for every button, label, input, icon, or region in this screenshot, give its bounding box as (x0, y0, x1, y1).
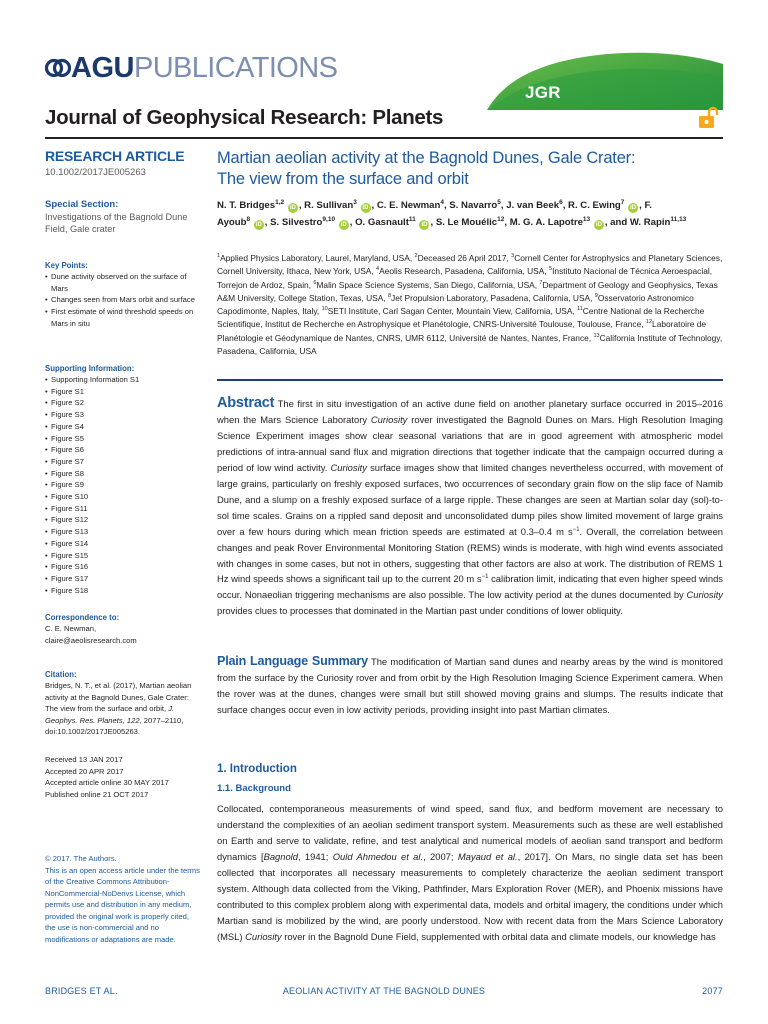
author (568, 200, 639, 211)
dates-block (45, 754, 201, 800)
affiliation-number: 11 (577, 306, 583, 313)
background-heading: 1.1. Background (217, 783, 291, 794)
text-segment: Curiosity (686, 589, 723, 601)
author (610, 217, 686, 228)
affiliation-number: 5 (549, 266, 553, 273)
article-title: Martian aeolian activity at the Bagnold Dunes, Gale Crater: The view from the surface and orbit (217, 149, 636, 188)
affiliation-text: Instituto Nacional de Técnica Aeroespacial, Torrejon de Ardoz, Spain, (217, 266, 713, 290)
text-segment: , 2007; (423, 850, 458, 862)
author-name: C. E. Newman (376, 200, 441, 211)
affiliation-text: Cornell Center for Astrophysics and Planetary Sciences, Cornell University, Ithaca, New York, USA, (217, 253, 723, 277)
author-name: F. Ayoub (217, 200, 652, 228)
affiliation-text: Applied Physics Laboratory, Laurel, Maryland, USA, (220, 253, 415, 263)
article-type: RESEARCH ARTICLE (45, 148, 185, 164)
correspondence-email[interactable]: claire@aeolisresearch.com (45, 635, 137, 645)
author-name: S. Silvestro (270, 216, 323, 228)
license-text[interactable]: This is an open access article under the terms of the Creative Commons Attribution-NonCommercial-NoDerivs License, which permits use and distribution in any medium, provided the original work is properly cited, the use is non-commercial and no modifications or adaptations are made. (45, 865, 200, 944)
correspondence-heading: Correspondence to: (45, 613, 120, 622)
affiliation-text: Malin Space Science Systems, San Diego, California, USA, (316, 279, 540, 290)
footer-running-title: AEOLIAN ACTIVITY AT THE BAGNOLD DUNES (282, 986, 486, 996)
abstract-body (217, 398, 723, 616)
footer-authors: BRIDGES ET AL. (45, 986, 118, 996)
author-affiliation-number: 5 (497, 198, 501, 206)
article-doi[interactable]: 10.1002/2017JE005263 (45, 167, 146, 178)
supporting-item[interactable]: • Supporting Information S1 (45, 374, 201, 386)
author-affiliation-number: 13 (582, 215, 591, 223)
text-segment: −1 (572, 526, 580, 533)
orcid-icon[interactable]: iD (630, 205, 637, 211)
key-point: • Dune activity observed on the surface of Mars (45, 271, 201, 294)
orcid-icon[interactable]: iD (595, 221, 602, 228)
author (270, 217, 350, 228)
supporting-item[interactable]: • Figure S17 (45, 573, 201, 585)
affiliation-number: 2 (414, 253, 418, 260)
special-section-text: Investigations of the Bagnold Dune Field, Gale crater (45, 212, 188, 234)
orcid-icon[interactable]: iD (255, 221, 262, 228)
supporting-item[interactable]: • Figure S9 (45, 479, 201, 491)
affiliation-text: Jet Propulsion Laboratory, Pasadena, California, USA, (391, 292, 595, 303)
author (510, 217, 605, 228)
author-affiliation-number: 6 (559, 198, 563, 206)
citation-block (45, 669, 201, 738)
correspondence-block (45, 612, 201, 646)
copyright: © 2017. The Authors. (45, 854, 117, 863)
key-point: • First estimate of wind threshold speeds on Mars in situ (45, 306, 201, 329)
affiliation-number: 12 (645, 319, 653, 326)
author-name: S. Le Mouélic (435, 216, 498, 228)
accepted-date: Accepted 20 APR 2017 (45, 766, 124, 776)
received-date: Received 13 JAN 2017 (45, 755, 123, 764)
introduction-heading: 1. Introduction (217, 763, 297, 775)
affiliation-text: Laboratoire de Planétologie et Géodynamique de Nantes, CNRS, UMR 6112, Université de Nantes, Nantes, France, (217, 319, 707, 343)
text-segment: Curiosity (370, 413, 408, 425)
text-segment: Mayaud et al. (457, 850, 518, 862)
page-number: 2077 (702, 986, 723, 996)
author-affiliation-number: 9,10 (322, 215, 336, 223)
text-segment: . Overall, the correlation between changes and peak Rover Environmental Monitoring Station (REMS) winds is moderate, with high wind events associated with changes in some cases, but not in others, suggesting that other factors are also at work. The distribution of REMS 1 Hz wind speeds shows a significant tail up to the current 20 m s (217, 525, 723, 585)
supporting-item[interactable]: • Figure S10 (45, 491, 201, 503)
author-name: R. C. Ewing (568, 200, 621, 211)
citation-heading: Citation: (45, 670, 77, 679)
author-affiliation-number: 4 (440, 198, 444, 206)
affiliation-number: 9 (594, 293, 598, 300)
supporting-item[interactable]: • Figure S14 (45, 538, 201, 550)
journal-title: Journal of Geophysical Research: Planets (45, 106, 444, 129)
special-section-block (45, 199, 201, 235)
author-list: N. T. Bridges$^{1,2}$ iD , R. Sullivan$^3$ iD , C. E. Newman$^4$, S. Navarro$^5$, J. van Beek$^6$, R. C. Ewing$^7$ iD , F. Ayoub$^8$ iD , S. Silvestro$^{9,10}$ iD , O. Gasnault$^{11}$ iD , S. Le Mouélic$^{12}$, M. G. A. Lapotre$^{13}$ iD , and W. Rapin$^{11,13}$ (217, 198, 687, 228)
supporting-item[interactable]: • Figure S2 (45, 397, 201, 409)
jgr-label: JGR (525, 83, 561, 102)
author-name: S. Navarro (449, 200, 498, 211)
author-name: R. Sullivan (304, 200, 354, 211)
text-segment: Curiosity (330, 461, 367, 473)
supporting-item[interactable]: • Figure S11 (45, 503, 201, 515)
agu-publications-logo (45, 48, 337, 88)
logo-publications-text: PUBLICATIONS (133, 51, 338, 84)
author-affiliation-number: 1,2 (275, 198, 285, 206)
author-affiliation-number: 7 (620, 198, 625, 206)
supporting-item[interactable]: • Figure S18 (45, 585, 201, 597)
license-block (45, 853, 201, 945)
text-segment: Collocated, contemporaneous measurements of wind speed, sand flux, and bedform movement are necessary to understand the complexities of an aeolian sediment transport system. Measurements such as these are well established on Earth and serve to validate, refine, and test analytical and numerical models of aeolian sand transport and bedform dynamics [ (217, 803, 723, 862)
text-segment: −1 (481, 574, 489, 581)
agu-logo-icon (45, 55, 71, 81)
citation-text: Bridges, N. T., et al. (2017), Martian aeolian activity at the Bagnold Dunes, Gale Crater: The view from the surface and orbit, J. Geophys. Res. Planets, 122, 2077–2110, doi:10.1002/2017JE005263. (45, 681, 192, 737)
affiliation-rule (217, 379, 723, 381)
supporting-item[interactable]: • Figure S12 (45, 514, 201, 526)
affiliation-number: 1 (217, 253, 221, 260)
jgr-badge (487, 46, 723, 110)
author-affiliation-number: 8 (246, 215, 251, 223)
supporting-item[interactable]: • Figure S4 (45, 421, 201, 433)
key-points-heading: Key Points: (45, 261, 88, 270)
open-access-lock-icon (697, 106, 721, 130)
text-segment: calibration limit, indicating that even higher speed winds occur. Nonaeolian triggering mechanisms are also possible. The low activity period at the dunes documented by (217, 573, 723, 601)
text-segment: rover investigated the Bagnold Dunes on Mars. High Resolution Imaging Science Experiment images show clear seasonal variations that are in good agreement with atmospheric model predictions of intra-annual sand flux and migration directions that together indicate that the campaign occurred during a period of low wind activity. (217, 413, 723, 473)
affiliation-number: 4 (376, 266, 380, 273)
text-segment: Ould Ahmedou et al. (332, 850, 424, 862)
supporting-item[interactable]: • Figure S7 (45, 456, 201, 468)
affiliation-text: Osservatorio Astronomico Capodimonte, Naples, Italy, (217, 292, 694, 317)
correspondence-name: C. E. Newman, (45, 624, 97, 633)
affiliation-number: 13 (593, 332, 600, 339)
online-date: Accepted article online 30 MAY 2017 (45, 778, 169, 788)
text-segment: The first in situ investigation of an active dune field on another planetary surface occurred in 2015–2016 when the Mars Science Laboratory (217, 398, 723, 425)
affiliation-number: 6 (313, 279, 317, 286)
supporting-item[interactable]: • Figure S13 (45, 526, 201, 538)
key-points-list (45, 271, 201, 330)
published-date: Published online 21 OCT 2017 (45, 789, 149, 799)
affiliation-number: 10 (321, 306, 328, 313)
affiliation-number: 8 (387, 293, 392, 300)
supporting-heading: Supporting Information: (45, 364, 135, 373)
author-affiliation-number: 11,13 (670, 215, 687, 223)
supporting-info-block (45, 363, 201, 596)
supporting-item[interactable]: • Figure S1 (45, 386, 201, 398)
text-segment: , 1941; (297, 850, 333, 862)
author (436, 217, 505, 228)
abstract-heading: Abstract (217, 395, 275, 411)
author (377, 200, 444, 211)
author-affiliation-number: 12 (497, 215, 505, 223)
affiliation-number: 7 (539, 279, 543, 286)
author (217, 200, 299, 211)
article-type-block (45, 147, 201, 178)
special-section-heading: Special Section: (45, 199, 119, 210)
author (304, 200, 371, 211)
author-name: N. T. Bridges (217, 200, 276, 211)
author (506, 200, 562, 211)
affiliation-text: Deceased 26 April 2017, (417, 253, 512, 263)
author-name: O. Gasnault (355, 216, 409, 228)
plain-language-summary (217, 654, 723, 718)
author (355, 217, 430, 228)
text-segment: surface images show that limited changes nevertheless occurred, with movement of large grains, particularly on freshly exposed surfaces, two occurrences of secondary grain flow on the slip face of Namib Dune, and a slump on a freshly exposed surface of a large ripple. These changes are seen at Martian solar day (sol)-to-sol time scales. Grains on a rippled sand deposit and unconsolidated dump piles show limited movement of large grains over a few hours during which mean friction speeds are estimated at 0.3–0.4 m s (217, 461, 723, 537)
affiliation-number: 3 (511, 253, 515, 260)
affiliation-text: Centre National de la Recherche Scientifique, Institut de Recherche en Astrophysique et Planétologie, CNRS-Université Toulouse, Toulouse, France, (217, 306, 705, 330)
author-affiliation-number: 11 (408, 215, 416, 223)
text-segment: Bagnold (263, 850, 298, 862)
logo-agu-text: AGU (71, 51, 134, 84)
affiliation-text: California Institute of Technology, Pasadena, California, USA (217, 332, 723, 357)
text-segment: Curiosity (245, 930, 282, 942)
orcid-icon[interactable]: iD (340, 221, 347, 228)
supporting-item[interactable]: • Figure S16 (45, 561, 201, 573)
supporting-item[interactable]: • Figure S3 (45, 409, 201, 421)
orcid-icon[interactable]: iD (289, 205, 296, 211)
supporting-item[interactable]: • Figure S5 (45, 433, 201, 445)
text-segment: provides clues to processes that dominated in the Martian past under conditions of lower obliquity. (217, 605, 623, 617)
supporting-item[interactable]: • Figure S15 (45, 550, 201, 562)
orcid-icon[interactable]: iD (362, 205, 369, 211)
author (449, 200, 501, 211)
author-name: and W. Rapin (610, 216, 671, 228)
header-rule (45, 137, 723, 139)
affiliation-text: Department of Geology and Geophysics, Texas A&M University, College Station, Texas, USA, (217, 279, 718, 303)
affiliations (217, 252, 723, 358)
introduction-paragraph (217, 801, 723, 945)
abstract (217, 396, 723, 619)
affiliation-text: Aeolis Research, Pasadena, California, USA, (379, 266, 550, 277)
supporting-item[interactable]: • Figure S8 (45, 468, 201, 480)
author-affiliation-number: 3 (353, 198, 357, 206)
key-point: • Changes seen from Mars orbit and surface (45, 294, 201, 306)
text-segment: , 2017]. On Mars, no single data set has been collected that incorporates all necessary measurements to completely characterize the aeolian sediment transport system. Although data collected from the Viking, Pathfinder, Mars Exploration Rover (MER), and Phoenix missions have contributed to this complex problem along with experimental data, models and orbital imagery, the conditions under which Martian sand is mobilized by the wind, are poorly understood. Now with recent data from the Mars Science Laboratory (MSL) (217, 850, 724, 942)
supporting-item[interactable]: • Figure S6 (45, 444, 201, 456)
orcid-icon[interactable]: iD (421, 221, 428, 228)
affiliation-text: SETI Institute, Carl Sagan Center, Mountain View, California, USA, (327, 306, 578, 317)
author-name: J. van Beek (506, 200, 560, 211)
text-segment: rover in the Bagnold Dune Field, supplemented with orbital data and climate models, our knowledge has (281, 930, 716, 942)
pls-body: The modification of Martian sand dunes and nearby areas by the wind is monitored from the surface by the Curiosity rover and from orbit by the High Resolution Imaging Science Experiment camera. When the rover was at the dunes, changes were small but still showed moving grains and slumps. The results indicate that surface changes occur even in low activity periods, providing insight into past Martian climates. (217, 656, 723, 715)
supporting-list (45, 374, 201, 596)
key-points-block (45, 260, 201, 330)
author-name: M. G. A. Lapotre (509, 216, 583, 228)
pls-heading: Plain Language Summary (217, 654, 368, 668)
